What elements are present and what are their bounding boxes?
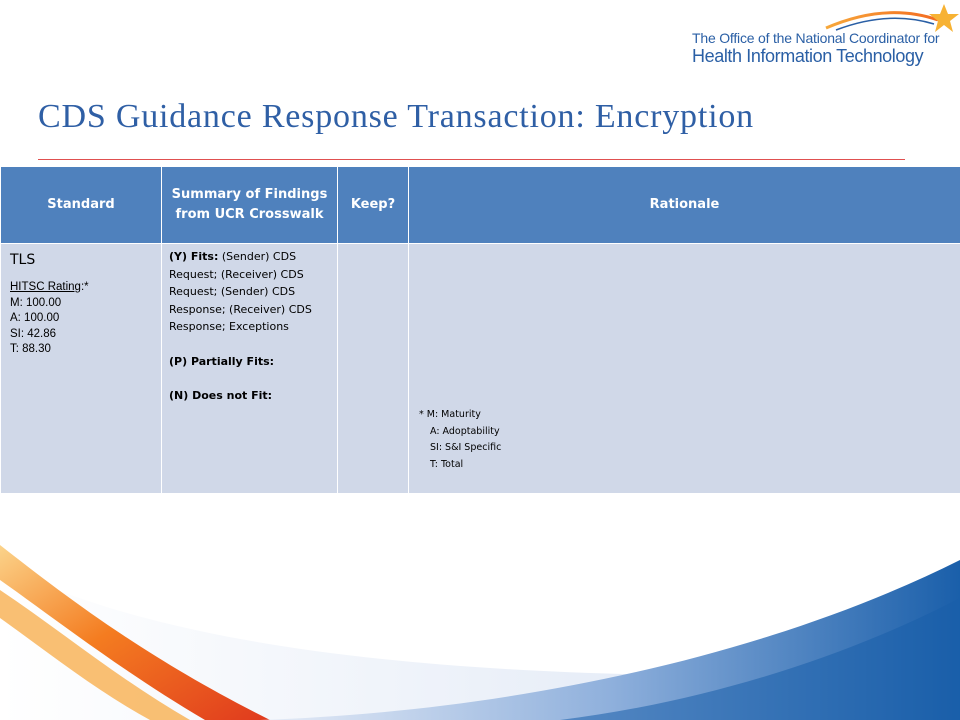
slide-title: CDS Guidance Response Transaction: Encryption: [38, 98, 754, 135]
legend-m: * M: Maturity: [419, 409, 481, 420]
nofit-label: (N) Does not Fit:: [169, 389, 273, 402]
rating-a: A: 100.00: [10, 312, 60, 324]
legend-a: A: Adoptability: [430, 425, 500, 437]
legend-t: T: Total: [430, 458, 464, 470]
logo-line-2: Health Information Technology: [692, 46, 924, 66]
header-summary: Summary of Findings from UCR Crosswalk: [162, 167, 338, 244]
rating-label: HITSC Rating: [10, 281, 81, 293]
rating-suffix: :*: [80, 281, 89, 293]
standard-name: TLS: [10, 252, 36, 268]
logo-line-1: The Office of the National Coordinator for: [692, 30, 940, 46]
fits-text: (Sender) CDS Request; (Receiver) CDS Request; (Sender) CDS Response; (Receiver) CDS Response; Exceptions: [169, 250, 312, 333]
header-rationale: Rationale: [409, 167, 960, 244]
legend-si: SI: S&I Specific: [430, 442, 502, 453]
rating-si: SI: 42.86: [10, 327, 57, 340]
rating-m: M: 100.00: [10, 296, 62, 309]
header-keep: Keep?: [338, 167, 409, 244]
header-standard: Standard: [1, 167, 162, 244]
rating-t: T: 88.30: [10, 343, 51, 355]
fits-label: (Y) Fits:: [169, 250, 219, 263]
partial-label: (P) Partially Fits:: [169, 354, 275, 368]
